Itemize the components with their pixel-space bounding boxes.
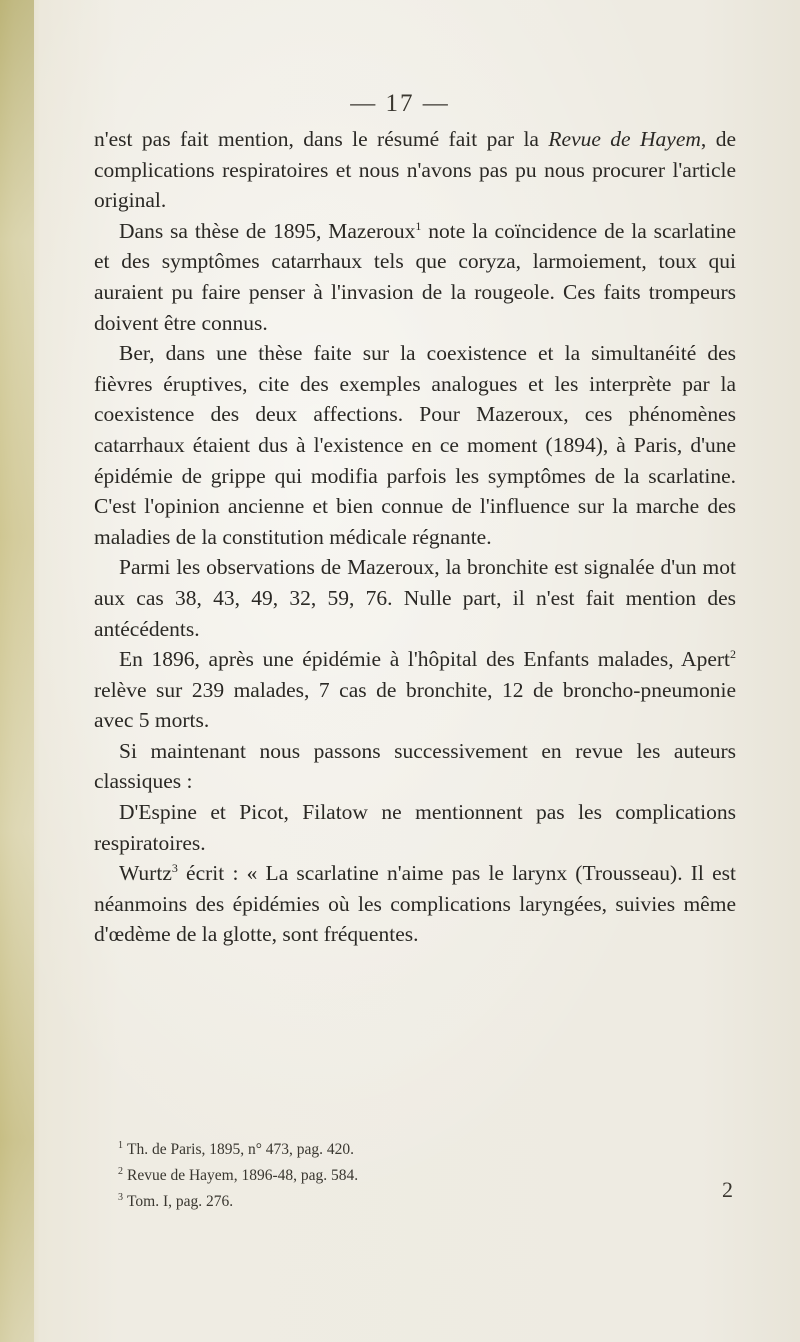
footnote-3-mark: 3: [118, 1191, 123, 1203]
paragraph-3: Ber, dans une thèse faite sur la coexistence et la simultanéité des fièvres éruptives, cite des exemples analogues et les interprète par la coexistence des deux affections. Pour Mazeroux, ces phénomènes catarrhaux étaient dus à l'existence en ce moment (1894), à Paris, d'une épidémie de grippe qui modifia parfois les symptômes de la scarlatine. C'est l'opinion ancienne et bien connue de l'influence sur la marche des maladies de la constitution médicale régnante.: [94, 341, 736, 549]
paragraph-1-text-a: n'est pas fait mention, dans le résumé fait par la: [94, 127, 549, 151]
page-edge-stain: [0, 0, 34, 1342]
journal-title: Revue de Hayem: [548, 127, 701, 151]
signature-mark: 2: [722, 1177, 733, 1202]
body-text: [94, 124, 736, 950]
footnote-1-mark: 1: [118, 1139, 123, 1151]
footnote-1: [100, 1137, 660, 1163]
paragraph-4: Parmi les observations de Mazeroux, la bronchite est signalée d'un mot aux cas 38, 43, 49, 32, 59, 76. Nulle part, il n'est fait mention des antécédents.: [94, 555, 736, 641]
footnotes: [100, 1137, 660, 1215]
paragraph-5-text-a: En 1896, après une épidémie à l'hôpital des Enfants malades, Apert: [119, 647, 730, 672]
paragraph-1: [94, 124, 736, 216]
footnote-3: [100, 1189, 660, 1215]
footnote-ref-2: 2: [730, 646, 736, 661]
paragraph-8-text-b: écrit : « La scarlatine n'aime pas le larynx (Trousseau). Il est néanmoins des épidémies où les complications laryngées, suivies même d'œdème de la glotte, sont fréquentes.: [94, 861, 736, 947]
footnote-ref-1: 1: [415, 218, 422, 233]
footnote-3-text: Tom. I, pag. 276.: [127, 1193, 234, 1210]
footnote-ref-3: 3: [171, 861, 178, 876]
paragraph-8: [94, 858, 736, 950]
footnote-2-text: Revue de Hayem, 1896-48, pag. 584.: [127, 1167, 359, 1184]
footnote-2: [100, 1163, 660, 1189]
paragraph-2-text-b: note la coïncidence de la scarlatine et des symptômes catarrhaux tels que coryza, larmoiement, toux qui auraient pu faire penser à l'invasion de la rougeole. Ces faits trompeurs doivent être connus.: [94, 218, 736, 335]
paragraph-5-text-b: relève sur 239 malades, 7 cas de bronchite, 12 de broncho-pneumonie avec 5 morts.: [94, 677, 736, 733]
paragraph-6: Si maintenant nous passons successivement en revue les auteurs classiques :: [94, 738, 736, 794]
paragraph-5: [94, 644, 736, 736]
paragraph-7: D'Espine et Picot, Filatow ne mentionnent pas les complications respiratoires.: [94, 800, 736, 855]
paragraph-8-text-a: Wurtz: [119, 861, 172, 886]
page-number-header: — 17 —: [350, 90, 450, 117]
footnote-1-text: Th. de Paris, 1895, n° 473, pag. 420.: [127, 1141, 355, 1158]
paragraph-2-text-a: Dans sa thèse de 1895, Mazeroux: [119, 218, 416, 243]
paragraph-2: [94, 216, 736, 338]
footnote-2-mark: 2: [118, 1165, 123, 1177]
paragraph-1-text-b: , de complications respiratoires et nous n'avons pas pu nous procurer l'article original.: [94, 127, 736, 213]
